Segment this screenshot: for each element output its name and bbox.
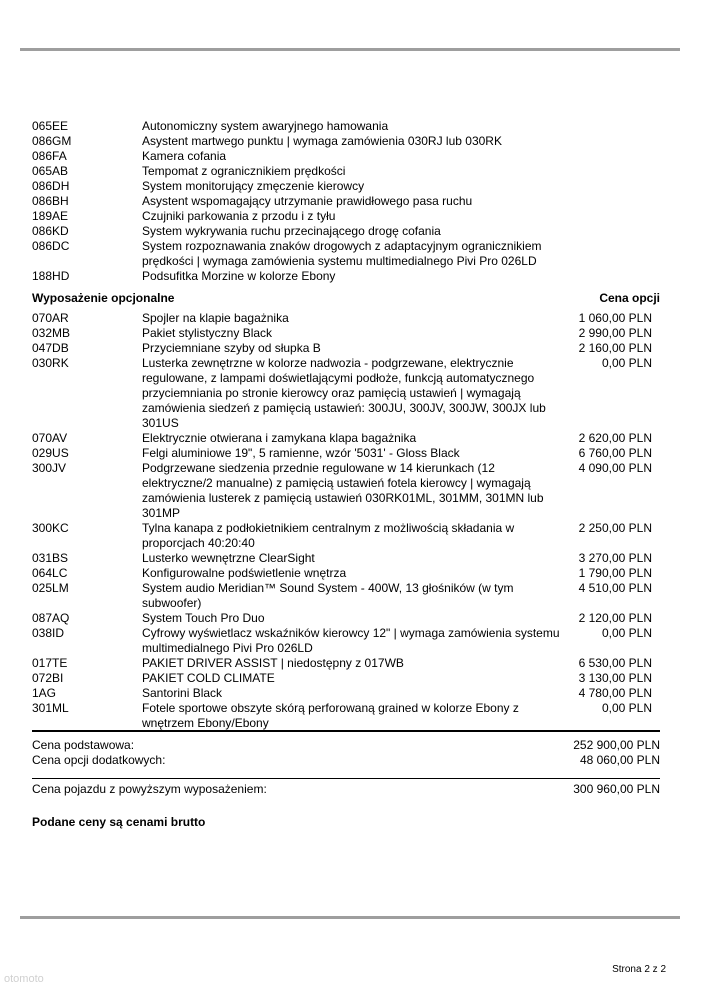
option-item-price: 0,00 PLN: [601, 701, 652, 715]
gross-price-note: Podane ceny są cenami brutto: [32, 815, 206, 829]
option-item-row: [32, 311, 660, 326]
standard-item-description: Podsufitka Morzine w kolorze Ebony: [142, 269, 336, 283]
option-item-description: Fotele sportowe obszyte skórą perforowaną grained w kolorze Ebony z wnętrzem Ebony/Ebony: [142, 701, 519, 730]
option-item-code: 038ID: [32, 626, 65, 640]
option-item-price: 4 510,00 PLN: [578, 581, 652, 595]
standard-item-code: 065AB: [32, 164, 69, 178]
option-item-description: Cyfrowy wyświetlacz wskaźników kierowcy 12" | wymaga zamówienia systemu multimedialnego Pivi Pro 026LD: [142, 626, 560, 655]
standard-item-code: 065EE: [32, 119, 69, 133]
option-item-price: 0,00 PLN: [601, 626, 652, 640]
standard-item-description: Asystent martwego punktu | wymaga zamówienia 030RJ lub 030RK: [142, 134, 502, 148]
optional-equipment-title: Wyposażenie opcjonalne: [32, 291, 175, 305]
total-price-row: [32, 778, 660, 797]
option-item-row: [32, 341, 660, 356]
option-item-row: [32, 611, 660, 626]
standard-item-description: System monitorujący zmęczenie kierowcy: [142, 179, 365, 193]
total-price-value: 300 960,00 PLN: [573, 782, 660, 796]
standard-item-code: 086DC: [32, 239, 70, 253]
option-item-price: 4 090,00 PLN: [578, 461, 652, 475]
option-item-price: 2 620,00 PLN: [578, 431, 652, 445]
option-item-code: 300KC: [32, 521, 69, 535]
option-item-price: 0,00 PLN: [601, 356, 652, 370]
option-item-row: [32, 326, 660, 341]
option-item-description: Podgrzewane siedzenia przednie regulowane w 14 kierunkach (12 elektryczne/2 manualne) z pamięcią ustawień fotela kierowcy | wymagają zamówienia lusterek z pamięcią ustawień 030RK01ML, 301MM, 301MN lub 301MP: [142, 461, 544, 520]
option-item-code: 072BI: [32, 671, 64, 685]
option-item-price: 6 760,00 PLN: [578, 446, 652, 460]
option-item-description: Elektrycznie otwierana i zamykana klapa bagażnika: [142, 431, 417, 445]
option-item-row: [32, 701, 660, 731]
option-item-price: 3 130,00 PLN: [578, 671, 652, 685]
standard-item-description: Czujniki parkowania z przodu i z tyłu: [142, 209, 336, 223]
option-item-description: Tylna kanapa z podłokietnikiem centralnym z możliwością składania w proporcjach 40:20:40: [142, 521, 515, 550]
base-price-value: 252 900,00 PLN: [573, 738, 660, 752]
option-item-description: Konfigurowalne podświetlenie wnętrza: [142, 566, 347, 580]
option-item-price: 2 990,00 PLN: [578, 326, 652, 340]
standard-item-code: 086BH: [32, 194, 69, 208]
standard-item-description: System wykrywania ruchu przecinającego drogę cofania: [142, 224, 441, 238]
standard-item-row: [32, 269, 660, 284]
option-item-row: [32, 461, 660, 521]
standard-item-description: Kamera cofania: [142, 149, 227, 163]
optional-equipment-header: [32, 291, 660, 306]
option-item-row: [32, 431, 660, 446]
option-item-price: 6 530,00 PLN: [578, 656, 652, 670]
base-price-row: [32, 738, 660, 753]
options-price-value: 48 060,00 PLN: [579, 753, 660, 767]
option-item-row: [32, 626, 660, 656]
option-item-price: 2 250,00 PLN: [578, 521, 652, 535]
standard-item-code: 086KD: [32, 224, 69, 238]
option-item-price: 2 120,00 PLN: [578, 611, 652, 625]
option-item-code: 032MB: [32, 326, 71, 340]
option-item-row: [32, 581, 660, 611]
price-summary: [32, 730, 660, 768]
standard-item-row: [32, 239, 660, 269]
option-item-price: 2 160,00 PLN: [578, 341, 652, 355]
option-item-description: Spojler na klapie bagażnika: [142, 311, 289, 325]
top-rule: [20, 48, 680, 51]
standard-item-row: [32, 164, 660, 179]
option-price-column-label: Cena opcji: [599, 291, 660, 305]
standard-item-row: [32, 179, 660, 194]
options-price-label: Cena opcji dodatkowych:: [32, 753, 166, 767]
option-item-code: 301ML: [32, 701, 69, 715]
option-item-price: 1 790,00 PLN: [578, 566, 652, 580]
option-item-price: 1 060,00 PLN: [578, 311, 652, 325]
optional-equipment-list: [32, 311, 660, 731]
option-item-code: 017TE: [32, 656, 68, 670]
option-item-row: [32, 356, 660, 431]
options-price-row: [32, 753, 660, 768]
standard-item-code: 086DH: [32, 179, 70, 193]
option-item-code: 1AG: [32, 686, 57, 700]
standard-item-code: 086FA: [32, 149, 67, 163]
base-price-label: Cena podstawowa:: [32, 738, 135, 752]
option-item-code: 025LM: [32, 581, 69, 595]
page-number: Strona 2 z 2: [612, 964, 666, 975]
option-item-code: 070AR: [32, 311, 69, 325]
standard-item-row: [32, 134, 660, 149]
standard-item-code: 086GM: [32, 134, 72, 148]
option-item-description: PAKIET DRIVER ASSIST | niedostępny z 017WB: [142, 656, 404, 670]
option-item-code: 087AQ: [32, 611, 70, 625]
option-item-row: [32, 446, 660, 461]
option-item-description: Lusterka zewnętrzne w kolorze nadwozia - podgrzewane, elektrycznie regulowane, z lampami doświetlającymi podłoże, funkcją automatycznego przyciemniania po stronie kierowcy oraz pamięcią ustawień | wymagają zamówienia siedzeń z pamięcią ustawień: 300JU, 300JV, 300JW, 300JX lub 301US: [142, 356, 546, 430]
standard-item-row: [32, 209, 660, 224]
option-item-code: 070AV: [32, 431, 68, 445]
option-item-description: Pakiet stylistyczny Black: [142, 326, 273, 340]
standard-item-description: Asystent wspomagający utrzymanie prawidłowego pasa ruchu: [142, 194, 473, 208]
standard-item-row: [32, 119, 660, 134]
bottom-rule: [20, 916, 680, 919]
option-item-row: [32, 686, 660, 701]
option-item-code: 030RK: [32, 356, 69, 370]
option-item-code: 029US: [32, 446, 69, 460]
option-item-code: 031BS: [32, 551, 69, 565]
option-item-row: [32, 671, 660, 686]
option-item-code: 300JV: [32, 461, 67, 475]
standard-item-row: [32, 224, 660, 239]
watermark: otomoto: [4, 973, 44, 985]
standard-item-description: System rozpoznawania znaków drogowych z adaptacyjnym ogranicznikiem prędkości | wymaga zamówienia systemu multimedialnego Pivi Pro 026LD: [142, 239, 542, 268]
option-item-row: [32, 566, 660, 581]
option-item-description: Lusterko wewnętrzne ClearSight: [142, 551, 315, 565]
total-price-label: Cena pojazdu z powyższym wyposażeniem:: [32, 782, 267, 796]
standard-item-description: Tempomat z ogranicznikiem prędkości: [142, 164, 346, 178]
option-item-description: Felgi aluminiowe 19", 5 ramienne, wzór '5031' - Gloss Black: [142, 446, 460, 460]
standard-equipment-list: [32, 119, 660, 284]
option-item-code: 047DB: [32, 341, 69, 355]
option-item-row: [32, 656, 660, 671]
option-item-price: 3 270,00 PLN: [578, 551, 652, 565]
option-item-row: [32, 521, 660, 551]
option-item-code: 064LC: [32, 566, 68, 580]
standard-item-code: 188HD: [32, 269, 70, 283]
option-item-description: Santorini Black: [142, 686, 223, 700]
standard-item-code: 189AE: [32, 209, 69, 223]
option-item-description: System audio Meridian™ Sound System - 400W, 13 głośników (w tym subwoofer): [142, 581, 514, 610]
standard-item-description: Autonomiczny system awaryjnego hamowania: [142, 119, 389, 133]
option-item-description: System Touch Pro Duo: [142, 611, 265, 625]
standard-item-row: [32, 149, 660, 164]
option-item-row: [32, 551, 660, 566]
option-item-description: PAKIET COLD CLIMATE: [142, 671, 275, 685]
option-item-description: Przyciemniane szyby od słupka B: [142, 341, 321, 355]
standard-item-row: [32, 194, 660, 209]
option-item-price: 4 780,00 PLN: [578, 686, 652, 700]
